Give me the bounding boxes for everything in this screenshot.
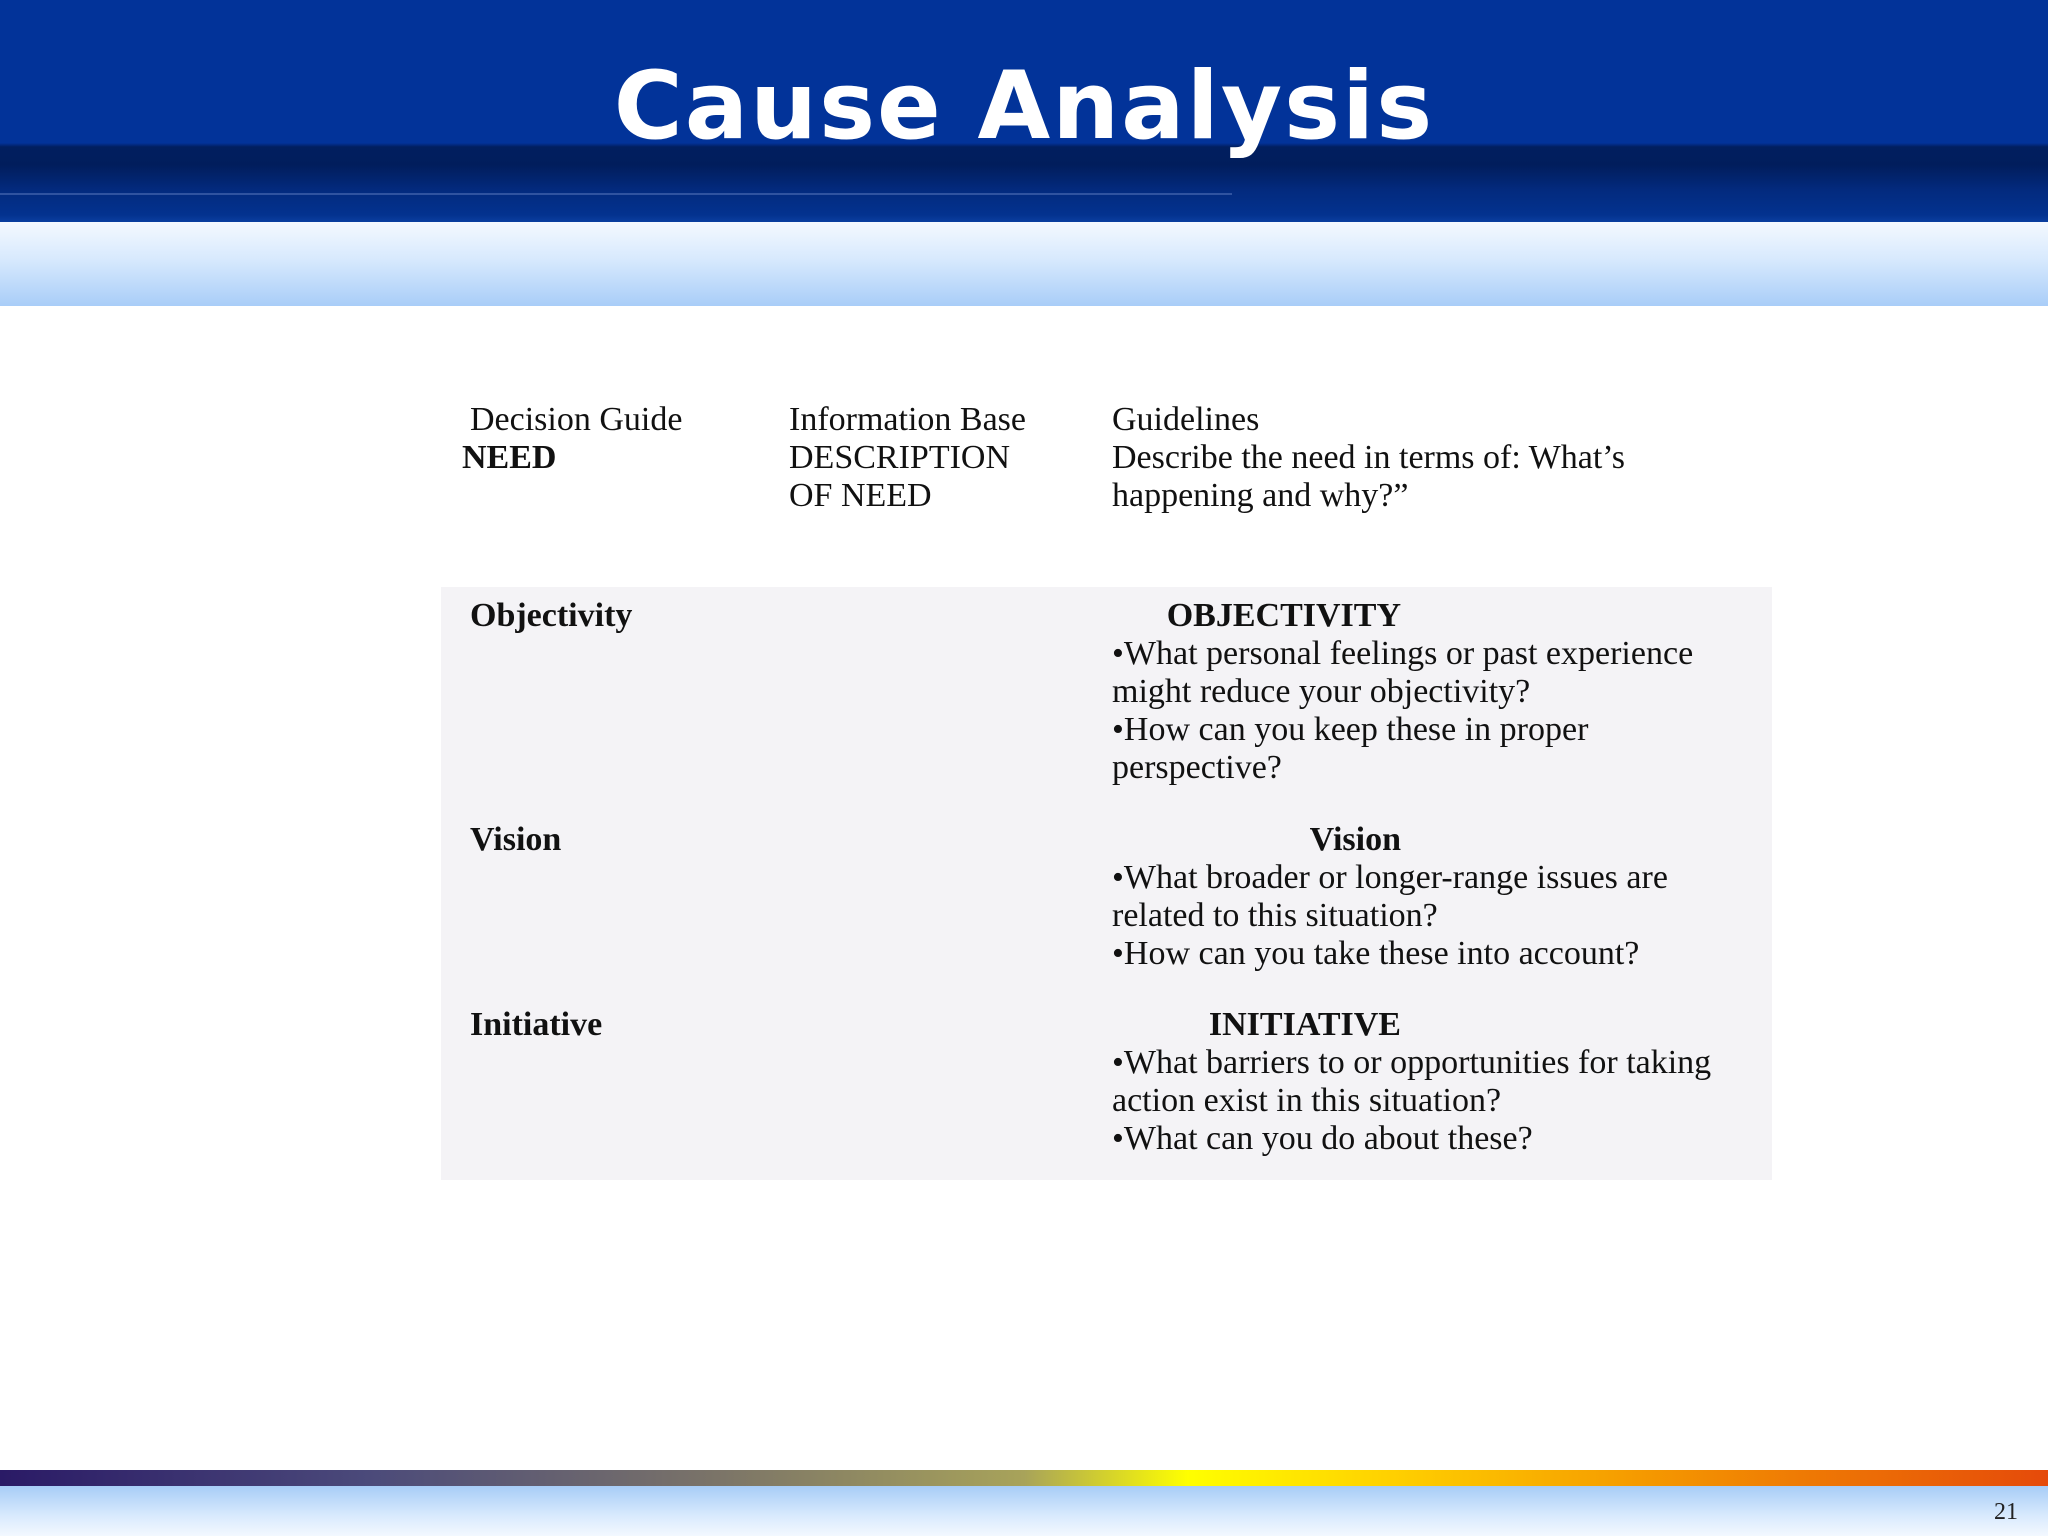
header-rule [0, 193, 1232, 195]
decision-guide-need: NEED [462, 439, 557, 476]
guidelines-heading: Guidelines [1112, 401, 1260, 438]
footer-band [0, 1486, 2048, 1536]
header-glow [0, 222, 2048, 306]
guideline-line: •How can you keep these in proper [1112, 711, 1589, 748]
decision-guide-heading: Decision Guide [470, 401, 683, 438]
guideline-line: •What broader or longer-range issues are [1112, 859, 1668, 896]
guideline-line: •What barriers to or opportunities for taking [1112, 1044, 1712, 1081]
guidelines-line: happening and why?” [1112, 477, 1409, 514]
guideline-line: might reduce your objectivity? [1112, 673, 1531, 710]
guideline-line: related to this situation? [1112, 897, 1438, 934]
row-guidelines [1112, 635, 1752, 787]
guideline-line: perspective? [1112, 749, 1282, 786]
information-base-heading: Information Base [789, 401, 1026, 438]
guideline-line: •How can you take these into account? [1112, 935, 1640, 972]
guideline-line: •What personal feelings or past experience [1112, 635, 1694, 672]
decision-guide-column-head [462, 401, 762, 477]
footer-color-stripe [0, 1470, 2048, 1486]
page-number: 21 [1994, 1499, 2018, 1525]
row-information-base: INITIATIVE [1208, 1006, 1401, 1043]
row-label: Initiative [470, 1006, 603, 1043]
guideline-line: action exist in this situation? [1112, 1082, 1502, 1119]
row-guidelines [1112, 859, 1752, 973]
slide-title: Cause Analysis [613, 52, 1435, 161]
guidelines-column-head [1112, 401, 1672, 515]
row-information-base: OBJECTIVITY [1166, 597, 1401, 634]
information-base-line: DESCRIPTION [789, 439, 1011, 476]
criteria-table [441, 587, 1772, 1180]
row-label: Objectivity [470, 597, 633, 634]
row-information-base: Vision [1309, 821, 1401, 858]
information-base-column-head [789, 401, 1089, 515]
guidelines-line: Describe the need in terms of: What’s [1112, 439, 1625, 476]
guideline-line: •What can you do about these? [1112, 1120, 1533, 1157]
row-label: Vision [470, 821, 562, 858]
row-guidelines [1112, 1044, 1752, 1158]
information-base-line: OF NEED [789, 477, 932, 514]
